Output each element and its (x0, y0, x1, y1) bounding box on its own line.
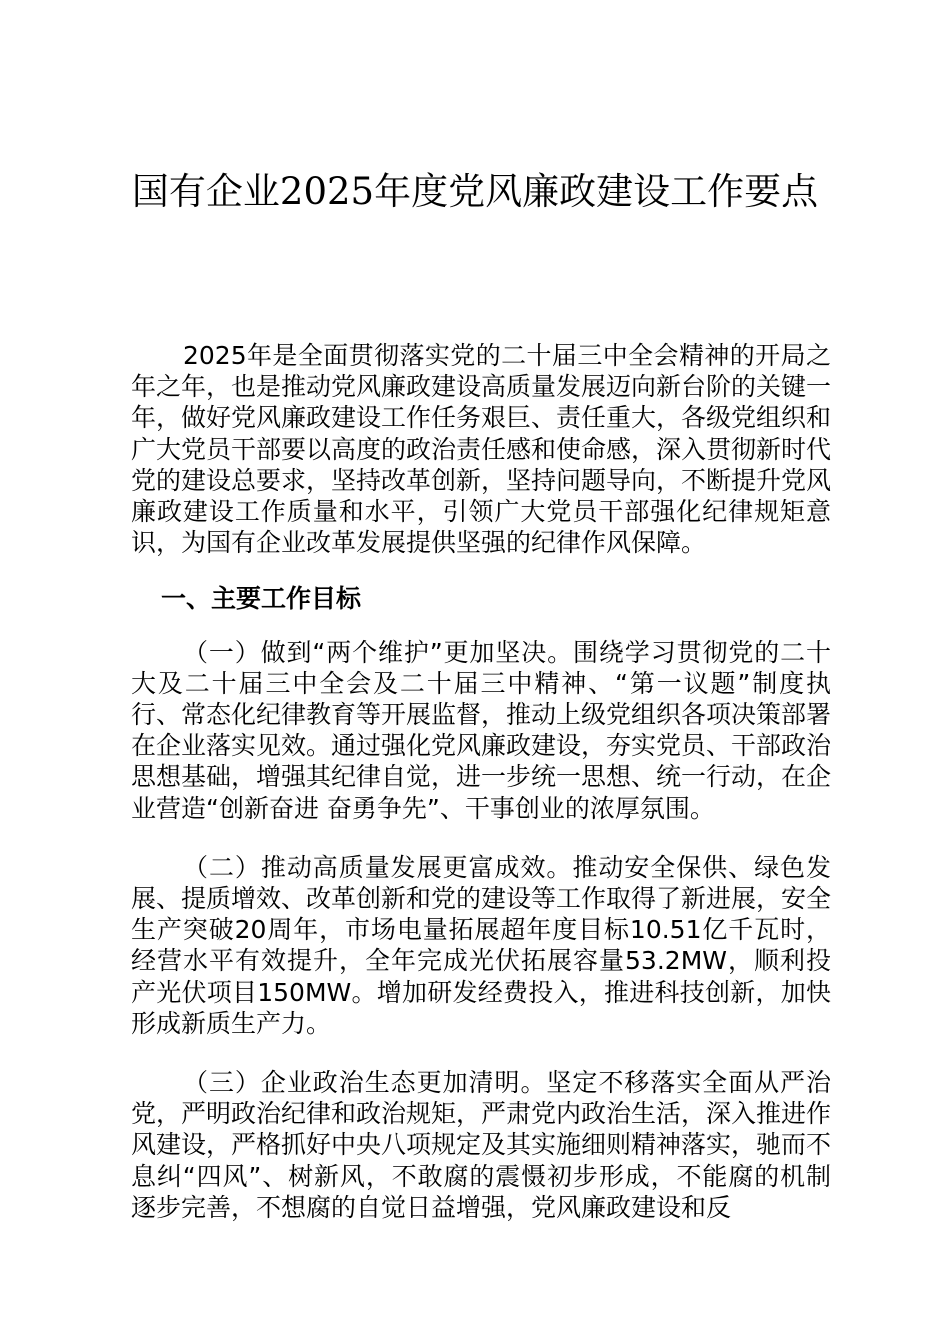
section-heading: 一、主要工作目标 (161, 584, 362, 614)
goal-paragraph-1: （一）做到“两个维护”更加坚决。围绕学习贯彻党的二十大及二十届三中全会及二十届三中精神、“第一议题”制度执行、常态化纪律教育等开展监督，推动上级党组织各项决策部署在企业落实见效。通过强化党风廉政建设，夯实党员、干部政治思想基础，增强其纪律自觉，进一步统一思想、统一行动，在企业营造“创新奋进 奋勇争先”、干事创业的浓厚氛围。 (131, 637, 832, 823)
document-body (131, 340, 831, 1223)
intro-paragraph: 2025年是全面贯彻落实党的二十届三中全会精神的开局之年之年，也是推动党风廉政建设高质量发展迈向新台阶的关键一年，做好党风廉政建设工作任务艰巨、责任重大，各级党组织和广大党员干部要以高度的政治责任感和使命感，深入贯彻新时代党的建设总要求，坚持改革创新，坚持问题导向，不断提升党风廉政建设工作质量和水平，引领广大党员干部强化纪律规矩意识，为国有企业改革发展提供坚强的纪律作风保障。 (131, 341, 832, 558)
document-title: 国有企业2025年度党风廉政建设工作要点 (131, 170, 819, 213)
goal-paragraph-2: （二）推动高质量发展更富成效。推动安全保供、绿色发展、提质增效、改革创新和党的建设等工作取得了新进展，安全生产突破20周年，市场电量拓展超年度目标10.51亿千瓦时，经营水平有效提升，全年完成光伏拓展容量53.2MW，顺利投产光伏项目150MW。增加研发经费投入，推进科技创新，加快形成新质生产力。 (131, 852, 832, 1038)
goal-paragraph-3: （三）企业政治生态更加清明。坚定不移落实全面从严治党，严明政治纪律和政治规矩，严肃党内政治生活，深入推进作风建设，严格抓好中央八项规定及其实施细则精神落实，驰而不息纠“四风”、树新风，不敢腐的震慑初步形成，不能腐的机制逐步完善，不想腐的自觉日益增强，党风廉政建设和反 (131, 1068, 832, 1222)
